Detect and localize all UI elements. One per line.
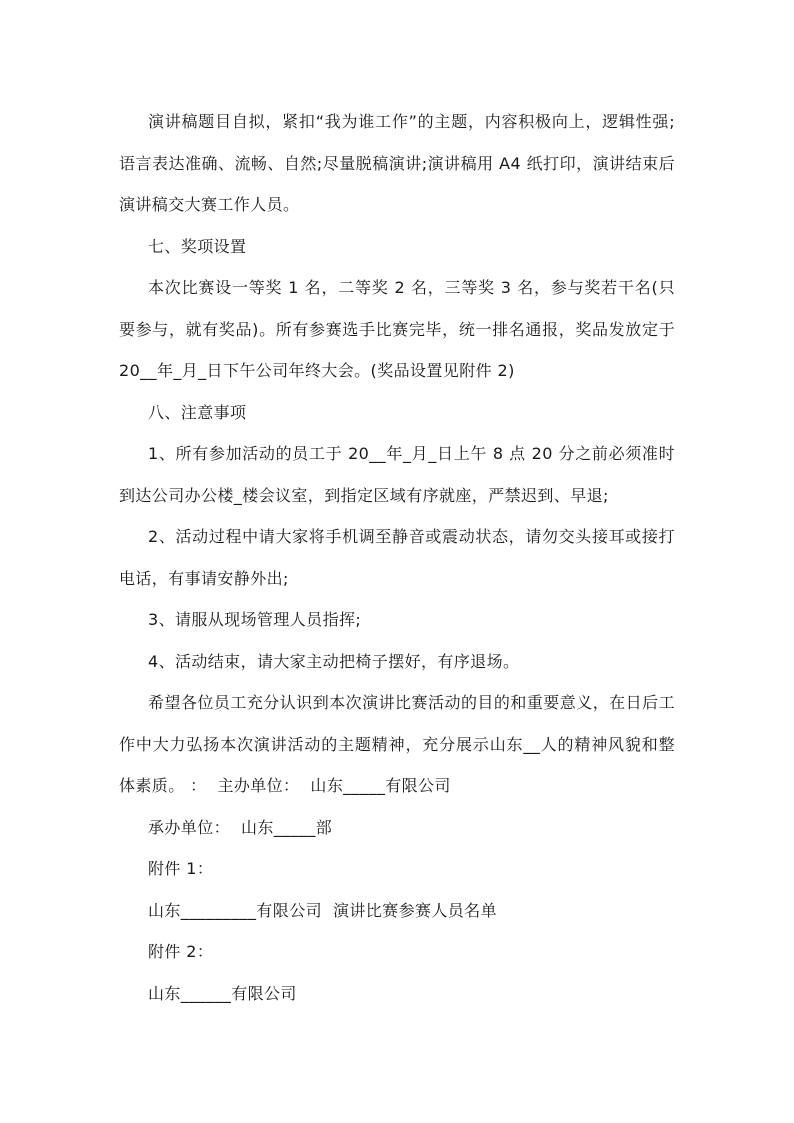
note-item-4: 4、活动结束，请大家主动把椅子摆好，有序退场。 <box>148 651 520 671</box>
paragraph-closing: 希望各位员工充分认识到本次演讲比赛活动的目的和重要意义，在日后工作中大力弘扬本次演讲活动的主题精神，充分展示山东__人的精神风貌和整体素质。 ： 主办单位： 山东_____有限公司 <box>119 693 675 795</box>
note-item-3: 3、请服从现场管理人员指挥; <box>148 610 362 629</box>
note-item-1: 1、所有参加活动的员工于 20__年_月_日上午 8 点 20 分之前必须准时到达公司办公楼_楼会议室，到指定区域有序就座，严禁迟到、早退; <box>119 444 675 505</box>
paragraph-awards: 本次比赛设一等奖 1 名，二等奖 2 名，三等奖 3 名，参与奖若干名(只要参与，就有奖品)。所有参赛选手比赛完毕，统一排名通报，奖品发放定于 20__年_月_日下午公司年终大会。(奖品设置见附件 2) <box>119 278 681 380</box>
document-body <box>119 101 681 1014</box>
organizer-line: 承办单位： 山东_____部 <box>148 817 333 837</box>
heading-awards: 七、奖项设置 <box>148 236 247 256</box>
heading-notes: 八、注意事项 <box>148 402 247 422</box>
attachment-1-label: 附件 1： <box>148 859 214 878</box>
attachment-1-title: 山东_________有限公司 演讲比赛参赛人员名单 <box>148 900 497 920</box>
attachment-2-title: 山东______有限公司 <box>148 983 297 1003</box>
attachment-2-label: 附件 2： <box>148 942 214 961</box>
note-item-2: 2、活动过程中请大家将手机调至静音或震动状态，请勿交头接耳或接打电话，有事请安静外出; <box>119 527 675 588</box>
paragraph-speech-requirements: 演讲稿题目自拟，紧扣“我为谁工作”的主题，内容积极向上，逻辑性强;语言表达准确、流畅、自然;尽量脱稿演讲;演讲稿用 A4 纸打印，演讲结束后演讲稿交大赛工作人员。 <box>119 112 675 214</box>
